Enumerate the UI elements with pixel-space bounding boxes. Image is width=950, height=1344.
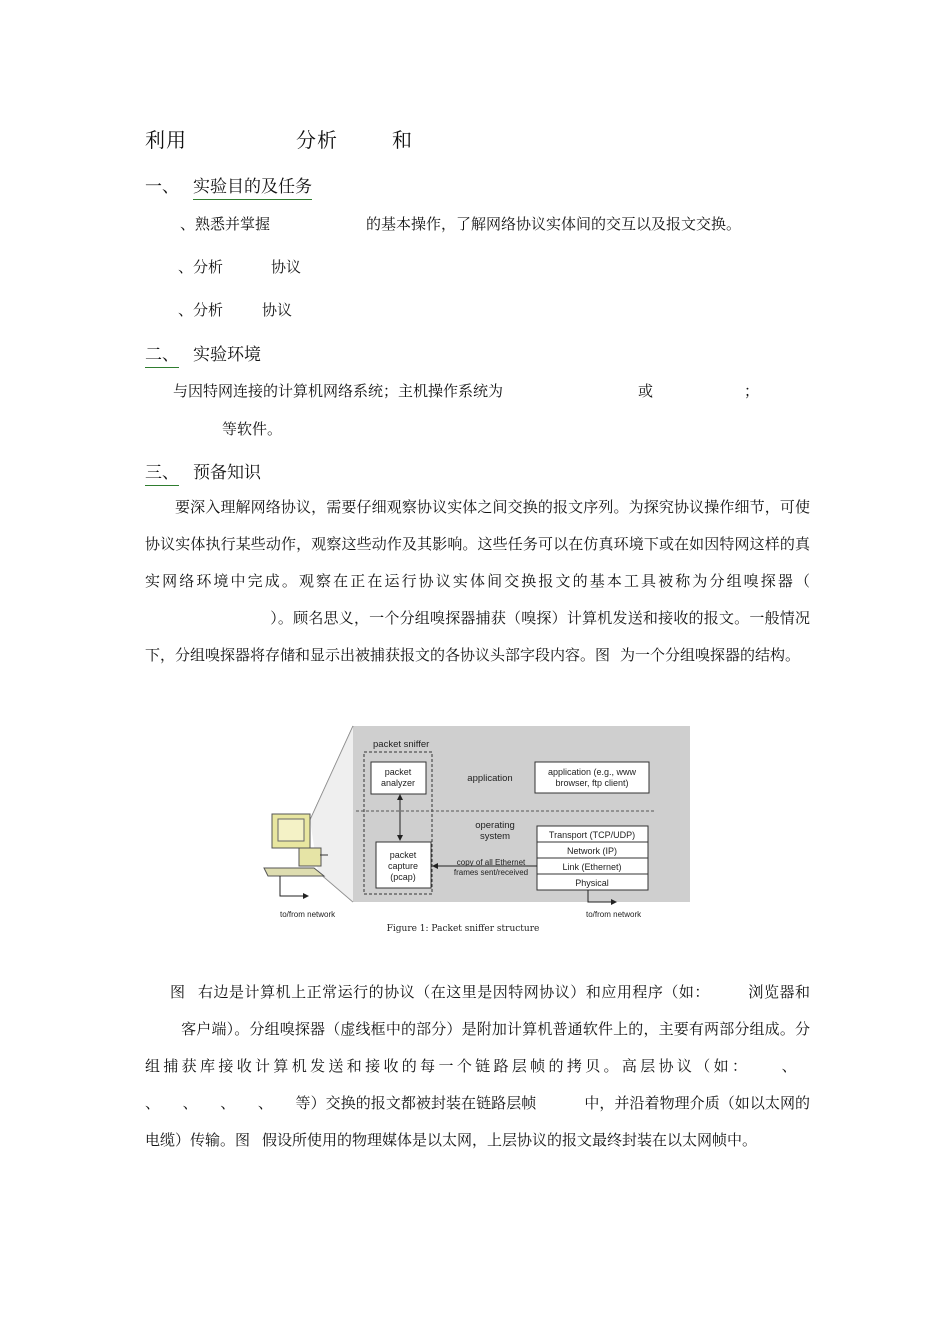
para2-text-f: 、 、 、 、 等）交换的报文都被封装在链路层帧 [145, 1094, 537, 1112]
capture-line-1: packet [389, 850, 417, 860]
para2-text-h: 假设所使用的物理媒体是以太网，上层协议的报文最终封装在以太网帧中。 [262, 1131, 758, 1149]
section-3-number: 三、 [145, 458, 179, 486]
application-label: application [467, 773, 513, 784]
left-network-label: to/from network [280, 910, 336, 919]
prereq-paragraph-2 [145, 974, 810, 1159]
para1-text-c: 为一个分组嗅探器的结构。 [620, 646, 801, 664]
protocol-stack [537, 826, 648, 890]
section-2-number: 二、 [145, 340, 179, 368]
analyzer-line-1: packet [384, 767, 412, 777]
para2-text-b: 右边是计算机上正常运行的协议（在这里是因特网协议）和应用程序（如： [197, 983, 710, 1001]
sniffer-label: packet sniffer [373, 739, 430, 750]
right-network-label: to/from network [586, 910, 642, 919]
para2-text-g: 中，并沿着物理介质（如以太网的电缆）传输。图 [145, 1094, 810, 1149]
copy-label-line-2: frames sent/received [453, 868, 529, 877]
task-1-text-a: 、熟悉并掌握 [180, 215, 271, 233]
app-box-line-2: browser, ftp client) [555, 778, 629, 788]
section-2-heading: 实验环境 [193, 345, 261, 365]
stack-transport: Transport (TCP/UDP) [548, 830, 636, 840]
env-line-1-a: 与因特网连接的计算机网络系统；主机操作系统为 [173, 382, 504, 400]
doc-title-part-1: 利用 [145, 128, 187, 152]
section-1-number: 一、 [145, 177, 179, 197]
task-3-text-a: 、分析 [178, 301, 224, 319]
stack-network: Network (IP) [566, 846, 618, 856]
capture-line-3: (pcap) [390, 872, 416, 882]
app-box-line-1: application (e.g., www [547, 767, 637, 777]
env-line-1-c: ； [744, 382, 760, 400]
stack-physical: Physical [575, 878, 609, 888]
stack-link: Link (Ethernet) [562, 862, 622, 872]
task-2-text-a: 、分析 [178, 258, 224, 276]
env-line-1-b: 或 [638, 382, 654, 400]
para2-text-d: 客户端）。分组嗅探器（虚线框中的部分）是附加计算机普通软件上的，主要有两部分组成。分组捕获库接收计算机发送和接收的每一个链路层帧的拷贝。高层协议（如： [145, 1020, 810, 1075]
capture-line-2: capture [387, 861, 419, 871]
analyzer-line-2: analyzer [380, 778, 416, 788]
task-1-text-b: 的基本操作，了解网络协议实体间的交互以及报文交换。 [366, 215, 742, 233]
copy-label-line-1: copy of all Ethernet [456, 858, 526, 867]
section-3-heading: 预备知识 [193, 463, 261, 483]
os-label-line-1: operating [475, 820, 515, 831]
para1-text-a: 要深入理解网络协议，需要仔细观察协议实体之间交换的报文序列。为探究协议操作细节，可使协议实体执行某些动作，观察这些动作及其影响。这些任务可以在仿真环境下或在如因特网这样的真实网络环境中完成。观察在正在运行协议实体间交换报文的基本工具被称为分组嗅探器（ [145, 498, 810, 590]
packet-sniffer-figure [258, 722, 698, 942]
doc-title-part-3: 和 [392, 128, 413, 152]
para1-text-b: ）。顾名思义，一个分组嗅探器捕获（嗅探）计算机发送和接收的报文。一般情况下，分组嗅探器将存储和显示出被捕获报文的各协议头部字段内容。图 [145, 609, 810, 664]
para2-text-a: 图 [170, 983, 186, 1001]
left-network-arrow [280, 876, 306, 896]
para2-text-c: 浏览器和 [747, 983, 810, 1001]
figure-caption: Figure 1: Packet sniffer structure [386, 924, 540, 934]
env-line-2: 等软件。 [222, 420, 283, 438]
os-label-line-2: system [479, 831, 511, 842]
para2-text-e: 、 [778, 1057, 800, 1075]
task-2-text-b: 协议 [271, 258, 302, 276]
prereq-paragraph-1 [145, 489, 810, 674]
section-1-heading: 实验目的及任务 [193, 172, 312, 200]
task-3-text-b: 协议 [262, 301, 293, 319]
doc-title-part-2: 分析 [296, 128, 338, 152]
